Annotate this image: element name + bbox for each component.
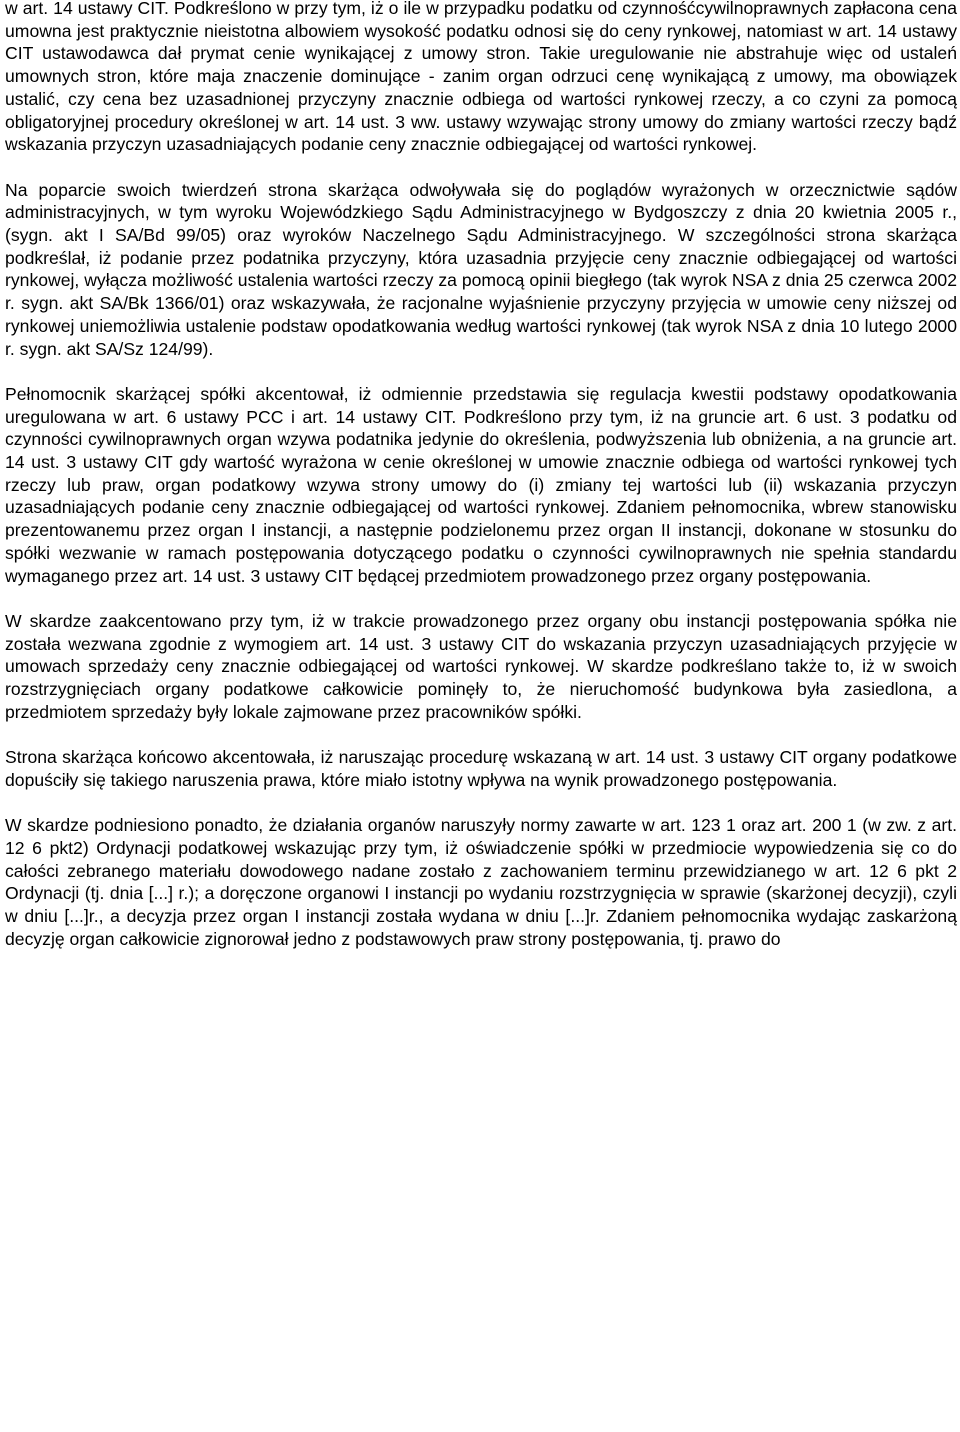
- paragraph-4: W skardze zaakcentowano przy tym, iż w trakcie prowadzonego przez organy obu instancji postępowania spółka nie została wezwana zgodnie z wymogiem art. 14 ust. 3 ustawy CIT do wskazania przyczyn uzasadniających przyjęcie w umowach sprzedaży ceny znacznie odbiegającej od wartości rynkowej. W skardze podkreślano także to, iż w swoich rozstrzygnięciach organy podatkowe całkowicie pominęły to, że nieruchomość budynkowa była zasiedlona, a przedmiotem sprzedaży były lokale zajmowane przez pracowników spółki.: [5, 610, 957, 722]
- document-page: [5, 0, 957, 973]
- paragraph-5: Strona skarżąca końcowo akcentowała, iż naruszając procedurę wskazaną w art. 14 ust. 3 ustawy CIT organy podatkowe dopuściły się takiego naruszenia prawa, które miało istotny wpływa na wynik prowadzonego postępowania.: [5, 747, 957, 790]
- paragraph-2: Na poparcie swoich twierdzeń strona skarżąca odwoływała się do poglądów wyrażonych w orzecznictwie sądów administracyjnych, w tym wyroku Wojewódzkiego Sądu Administracyjnego w Bydgoszczy z dnia 20 kwietnia 2005 r., (sygn. akt I SA/Bd 99/05) oraz wyroków Naczelnego Sądu Administracyjnego. W szczególności strona skarżąca podkreślał, iż podanie przez podatnika przyczyny, która uzasadnia przyjęcie ceny znacznie odbiegającej od wartości rynkowej, wyłącza możliwość ustalenia wartości rzeczy za pomocą opinii biegłego (tak wyrok NSA z dnia 25 czerwca 2002 r. sygn. akt SA/Bk 1366/01) oraz wskazywała, że racjonalne wyjaśnienie przyczyny przyjęcia w umowie ceny niższej od rynkowej uniemożliwia ustalenie podstaw opodatkowania według wartości rynkowej (tak wyrok NSA z dnia 10 lutego 2000 r. sygn. akt SA/Sz 124/99).: [5, 179, 957, 359]
- paragraph-6: W skardze podniesiono ponadto, że działania organów naruszyły normy zawarte w art. 123 1 oraz art. 200 1 (w zw. z art. 12 6 pkt2) Ordynacji podatkowej wskazując przy tym, iż oświadczenie spółki w przedmiocie wypowiedzenia się co do całości zebranego materiału dowodowego nadane zostało z zachowaniem terminu przewidzianego w art. 12 6 pkt 2 Ordynacji (tj. dnia [...] r.); a doręczone organowi I instancji po wydaniu rozstrzygnięcia w sprawie (skarżonej decyzji), czyli w dniu [...]r., a decyzja przez organ I instancji została wydana w dniu [...]r. Zdaniem pełnomocnika wydając zaskarżoną decyzję organ całkowicie zignorował jedno z podstawowych praw strony postępowania, tj. prawo do: [5, 815, 957, 949]
- paragraph-3: Pełnomocnik skarżącej spółki akcentował, iż odmiennie przedstawia się regulacja kwestii podstawy opodatkowania uregulowana w art. 6 ustawy PCC i art. 14 ustawy CIT. Podkreślono przy tym, iż na gruncie art. 6 ust. 3 podatku od czynności cywilnoprawnych organ wzywa podatnika jedynie do określenia, podwyższenia lub obniżenia, a na gruncie art. 14 ust. 3 ustawy CIT gdy wartość wyrażona w cenie określonej w umowie znacznie odbiega od wartości rynkowej tych rzeczy lub praw, organ podatkowy wzywa strony umowy do (i) zmiany tej wartości lub (ii) wskazania przyczyn uzasadniających podanie ceny znacznie odbiegającej od wartości rynkowej. Zdaniem pełnomocnika, wbrew stanowisku prezentowanemu przez organ I instancji, a następnie podzielonemu przez organ II instancji, dokonane w stosunku do spółki wezwanie w ramach postępowania dotyczącego podatku o czynności cywilnoprawnych nie spełnia standardu wymaganego przez art. 14 ust. 3 ustawy CIT będącej przedmiotem prowadzonego przez organy postępowania.: [5, 383, 957, 586]
- paragraph-1: w art. 14 ustawy CIT. Podkreślono w przy tym, iż o ile w przypadku podatku od czynnośćcywilnoprawnych zapłacona cena umowna jest praktycznie nieistotna albowiem wysokość podatku odnosi się do ceny rynkowej, natomiast w art. 14 ustawy CIT ustawodawca dał prymat cenie wynikającej z umowy stron. Takie uregulowanie nie abstrahuje więc od ustaleń umownych stron, które maja znaczenie dominujące - zanim organ odrzuci cenę wynikającą z umowy, ma obowiązek ustalić, czy cena bez uzasadnionej przyczyny znacznie odbiega od wartości rynkowej rzeczy, a co czyni za pomocą obligatoryjnej procedury określonej w art. 14 ust. 3 ww. ustawy wzywając strony umowy do zmiany wartości rzeczy bądź wskazania przyczyn uzasadniających podanie ceny znacznie odbiegającej od wartości rynkowej.: [5, 0, 957, 155]
